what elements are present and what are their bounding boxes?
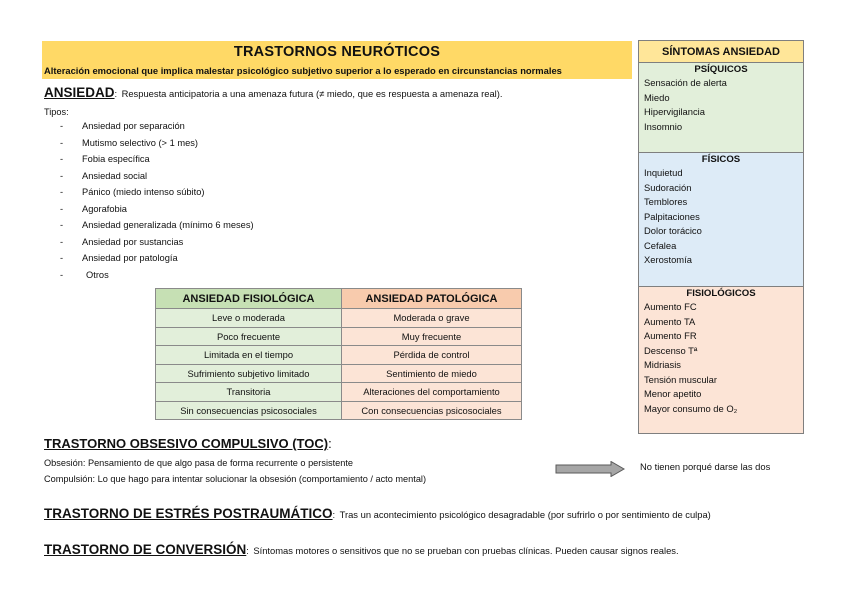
toc-colon: :: [328, 436, 332, 451]
list-item: Aumento FC: [644, 301, 697, 312]
ansiedad-colon: :: [114, 88, 118, 99]
list-item: [60, 138, 254, 155]
list-item: Miedo: [644, 91, 670, 103]
list-dash: -: [60, 253, 64, 263]
toc-section: [44, 436, 332, 451]
list-dash: -: [60, 187, 64, 197]
list-item: Aumento FR: [644, 330, 697, 341]
title-banner: [42, 41, 632, 79]
list-dash: -: [60, 220, 64, 230]
obsesion-text: Pensamiento de que algo pasa de forma recurrente o persistente: [87, 458, 354, 468]
table-cell: Muy frecuente: [342, 327, 522, 346]
list-item: [60, 253, 254, 270]
list-item: Dolor torácico: [644, 225, 702, 236]
fisiologicos-section: [639, 287, 803, 433]
list-dash: -: [60, 203, 64, 214]
psiquicos-section: [639, 63, 803, 153]
obsesion-label: Obsesión:: [44, 458, 86, 468]
toc-heading: TRASTORNO OBSESIVO COMPULSIVO (TOC): [44, 436, 329, 451]
list-dash: -: [60, 236, 64, 247]
list-item-text: Ansiedad por sustancias: [82, 236, 184, 247]
table-cell: Alteraciones del comportamiento: [342, 383, 522, 402]
list-item-text: Agorafobia: [82, 203, 127, 214]
table-cell: Leve o moderada: [156, 309, 342, 328]
conversion-colon: :: [246, 545, 249, 556]
list-dash: -: [60, 137, 64, 148]
table-row: [156, 401, 522, 420]
table-row: [156, 309, 522, 328]
tept-section: [44, 505, 711, 523]
sintomas-panel: [638, 40, 804, 434]
list-item: Sensación de alerta: [644, 77, 727, 88]
list-dash: -: [60, 154, 64, 164]
fisicos-section: [639, 153, 803, 287]
list-item: Descenso Tª: [644, 344, 698, 356]
list-item-text: Ansiedad por patología: [82, 253, 178, 263]
table-row: [156, 327, 522, 346]
list-item: Cefalea: [644, 239, 677, 251]
list-item: [60, 154, 254, 171]
fisicos-title: FÍSICOS: [701, 154, 741, 165]
comparison-table: [155, 288, 522, 420]
tipos-list: [60, 121, 254, 286]
list-item-text: Fobia específica: [82, 154, 150, 164]
table-cell: Limitada en el tiempo: [156, 346, 342, 365]
list-item: [60, 171, 254, 188]
list-item: Insomnio: [644, 120, 683, 132]
list-item-text: Ansiedad social: [82, 170, 148, 181]
list-item-text: Pánico (miedo intenso súbito): [82, 187, 205, 197]
ansiedad-heading: ANSIEDAD: [44, 85, 115, 100]
table-cell: Moderada o grave: [342, 309, 522, 328]
fisiologicos-title: FISIOLÓGICOS: [686, 288, 756, 299]
page-title: TRASTORNOS NEURÓTICOS: [233, 44, 441, 60]
list-item: Sudoración: [644, 181, 692, 193]
sintomas-header: SÍNTOMAS ANSIEDAD: [639, 41, 803, 63]
tept-heading: TRASTORNO DE ESTRÉS POSTRAUMÁTICO: [44, 506, 333, 521]
table-cell: Poco frecuente: [156, 327, 342, 346]
compulsion-text: Lo que hago para intentar solucionar la obsesión (comportamiento / acto mental): [97, 474, 427, 484]
table-cell: Sentimiento de miedo: [342, 364, 522, 383]
tipos-label: Tipos:: [44, 107, 69, 117]
table-header-row: [156, 289, 522, 309]
list-item: Temblores: [644, 196, 688, 207]
list-item: [60, 270, 254, 287]
list-item: [60, 121, 254, 138]
table-cell: Pérdida de control: [342, 346, 522, 365]
list-item-text: Ansiedad por separación: [82, 121, 185, 131]
list-item-text: Mutismo selectivo (> 1 mes): [82, 137, 198, 148]
table-cell: Sin consecuencias psicosociales: [156, 401, 342, 420]
list-item: Midriasis: [644, 359, 681, 370]
list-dash: -: [60, 170, 64, 181]
tept-description: Tras un acontecimiento psicológico desagradable (por sufrirlo o por sentimiento de culpa): [339, 509, 711, 520]
page-subtitle: Alteración emocional que implica malestar psicológico subjetivo superior a lo esperado en circunstancias normales: [44, 65, 562, 76]
conversion-section: [44, 541, 679, 559]
list-item: [60, 237, 254, 254]
list-dash: -: [60, 269, 64, 280]
toc-obsesion: [44, 458, 353, 468]
header-patologica: ANSIEDAD PATOLÓGICA: [342, 289, 522, 309]
tept-colon: :: [332, 509, 336, 520]
header-fisiologica: ANSIEDAD FISIOLÓGICA: [156, 289, 342, 309]
list-item-text: Ansiedad generalizada (mínimo 6 meses): [82, 220, 254, 230]
conversion-description: Síntomas motores o sensitivos que no se prueban con pruebas clínicas. Pueden causar signos reales.: [253, 545, 679, 556]
list-item: [60, 220, 254, 237]
psiquicos-title: PSÍQUICOS: [694, 64, 748, 75]
table-row: [156, 383, 522, 402]
list-item: Tensión muscular: [644, 373, 717, 385]
list-item: Hipervigilancia: [644, 106, 705, 117]
list-item: Inquietud: [644, 167, 683, 178]
toc-compulsion: [44, 474, 426, 484]
list-item: Xerostomía: [644, 254, 692, 265]
toc-note: No tienen porqué darse las dos: [640, 461, 771, 472]
list-item: Aumento TA: [644, 315, 696, 327]
list-item: [60, 204, 254, 221]
list-item: Menor apetito: [644, 388, 702, 399]
table-cell: Transitoria: [156, 383, 342, 402]
ansiedad-description: Respuesta anticipatoria a una amenaza futura (≠ miedo, que es respuesta a amenaza real).: [121, 88, 503, 99]
table-row: [156, 346, 522, 365]
conversion-heading: TRASTORNO DE CONVERSIÓN: [44, 542, 247, 557]
list-item-text: Otros: [86, 269, 109, 280]
compulsion-label: Compulsión:: [44, 474, 96, 484]
list-dash: -: [60, 121, 64, 131]
list-item: [60, 187, 254, 204]
list-item: Palpitaciones: [644, 210, 700, 222]
table-cell: Con consecuencias psicosociales: [342, 401, 522, 420]
ansiedad-section: [44, 84, 502, 102]
arrow-right-icon: [555, 461, 625, 477]
list-item: Mayor consumo de O₂: [644, 402, 738, 414]
table-row: [156, 364, 522, 383]
table-cell: Sufrimiento subjetivo limitado: [156, 364, 342, 383]
